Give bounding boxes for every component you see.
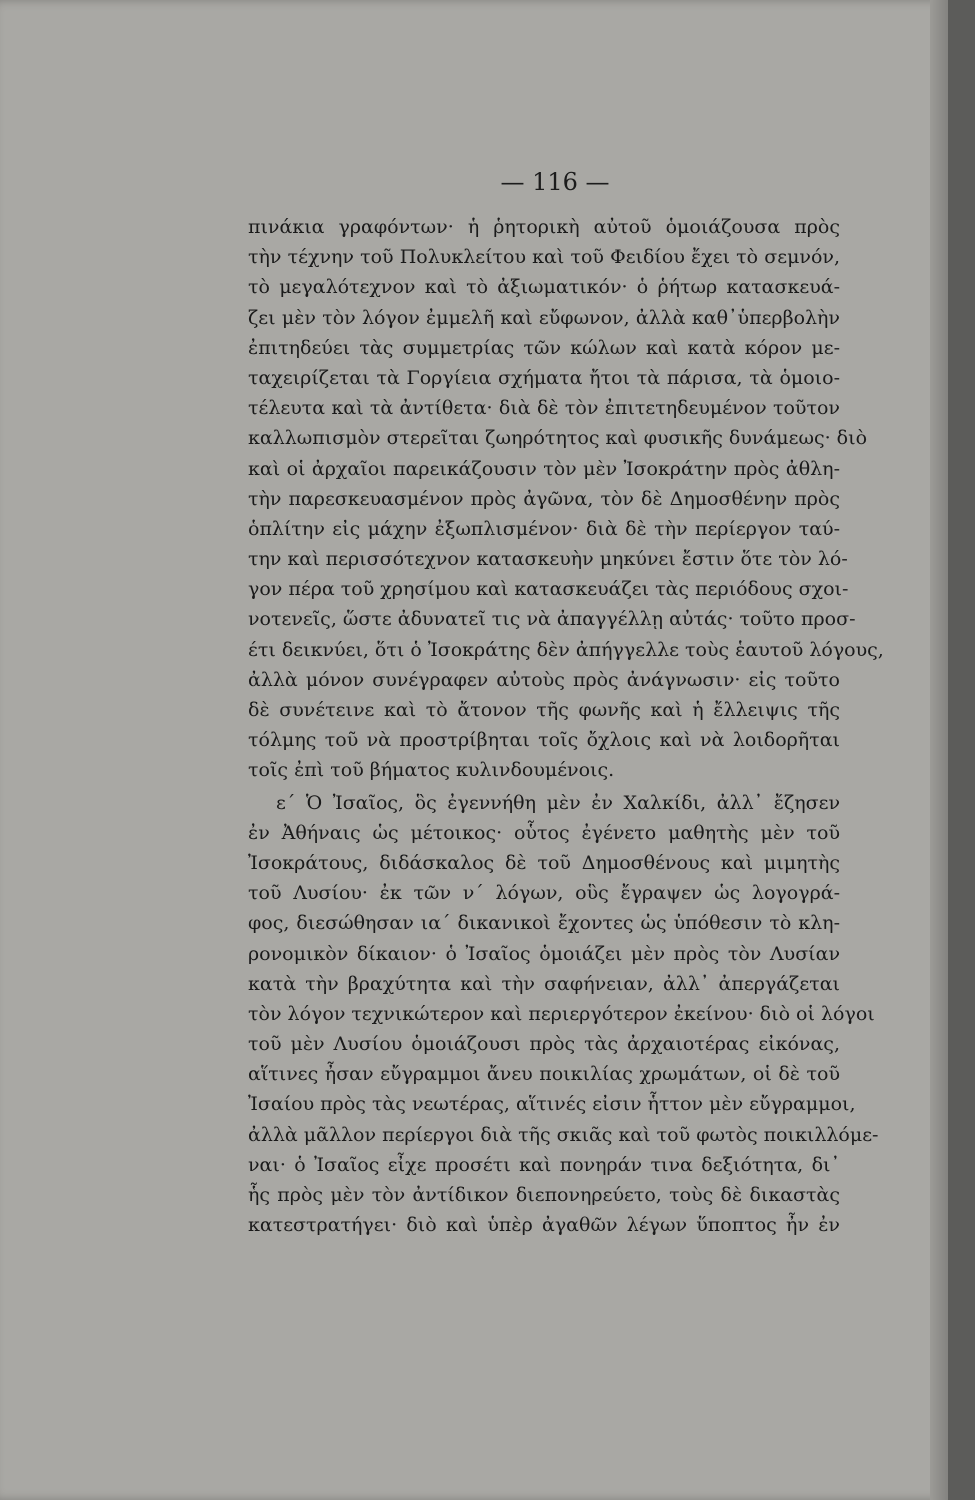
text-line: τοῦ μὲν Λυσίου ὁμοιάζουσι πρὸς τὰς ἀρχαιοτέρας εἰκόνας, — [248, 1033, 840, 1056]
text-line: ταχειρίζεται τὰ Γοργίεια σχήματα ἤτοι τὰ πάρισα, τὰ ὁμοιο- — [248, 366, 840, 389]
text-line: ἐπιτηδεύει τὰς συμμετρίας τῶν κώλων καὶ κατὰ κόρον με- — [248, 336, 840, 359]
text-line: αἵτινες ἦσαν εὔγραμμοι ἄνευ ποικιλίας χρωμάτων, οἱ δὲ τοῦ — [248, 1063, 840, 1086]
text-line: κατὰ τὴν βραχύτητα καὶ τὴν σαφήνειαν, ἀλλ᾽ ἀπεργάζεται — [248, 972, 840, 995]
text-line: τὸν λόγον τεχνικώτερον καὶ περιεργότερον ἐκείνου· διὸ οἱ λόγοι — [248, 1002, 875, 1025]
text-line: την καὶ περισσότεχνον κατασκευὴν μηκύνει ἔστιν ὅτε τὸν λό- — [248, 548, 848, 571]
text-line: τοῦ Λυσίου· ἐκ τῶν ν΄ λόγων, οὓς ἔγραψεν ὡς λογογρά- — [248, 882, 840, 905]
text-line: έτι δεικνύει, ὅτι ὁ Ἰσοκράτης δὲν ἀπήγγελλε τοὺς ἑαυτοῦ λόγους, — [248, 638, 884, 661]
text-line: τέλευτα καὶ τὰ ἀντίθετα· διὰ δὲ τὸν ἐπιτετηδευμένον τοῦτον — [248, 397, 840, 420]
text-line: ἀλλὰ μᾶλλον περίεργοι διὰ τῆς σκιᾶς καὶ τοῦ φωτὸς ποικιλλόμε- — [248, 1123, 879, 1146]
text-line: τόλμης τοῦ νὰ προστρίβηται τοῖς ὄχλοις καὶ νὰ λοιδορῆται — [248, 729, 840, 752]
text-line: γον πέρα τοῦ χρησίμου καὶ κατασκευάζει τὰς περιόδους σχοι- — [248, 578, 849, 601]
text-line: ναι· ὁ Ἰσαῖος εἶχε προσέτι καὶ πονηράν τινα δεξιότητα, δι᾽ — [248, 1153, 840, 1176]
paragraph-isaeus — [248, 788, 879, 1241]
text-line: τὴν παρεσκευασμένον πρὸς ἀγῶνα, τὸν δὲ Δημοσθένην πρὸς — [248, 487, 840, 510]
text-line: ἧς πρὸς μὲν τὸν ἀντίδικον διεπονηρεύετο, τοὺς δὲ δικαστὰς — [248, 1184, 840, 1206]
text-line: νοτενεῖς, ὥστε ἀδυνατεῖ τις νὰ ἀπαγγέλλῃ αὐτάς· τοῦτο προσ- — [248, 608, 856, 631]
text-line: Ἰσαίου πρὸς τὰς νεωτέρας, αἵτινές εἰσιν ἧττον μὲν εὔγραμμοι, — [248, 1093, 856, 1116]
text-line: Ἰσοκράτους, διδάσκαλος δὲ τοῦ Δημοσθένους καὶ μιμητὴς — [248, 851, 840, 874]
paragraph-isocrates — [248, 212, 884, 786]
text-line: ρονομικὸν δίκαιον· ὁ Ἰσαῖος ὁμοιάζει μὲν πρὸς τὸν Λυσίαν — [248, 942, 840, 965]
page-number: — 116 — — [500, 168, 610, 196]
text-line: καλλωπισμὸν στερεῖται ζωηρότητος καὶ φυσικῆς δυνάμεως· διὸ — [248, 427, 868, 450]
text-line: ἐν Ἀθήναις ὡς μέτοικος· οὗτος ἐγένετο μαθητὴς μὲν τοῦ — [248, 821, 840, 844]
text-line: ζει μὲν τὸν λόγον ἐμμελῆ καὶ εὔφωνον, ἀλλὰ καθ᾽ὑπερβολὴν — [248, 306, 840, 329]
body-text — [248, 212, 884, 1240]
text-line: δὲ συνέτεινε καὶ τὸ ἄτονον τῆς φωνῆς καὶ ἡ ἔλλειψις τῆς — [248, 699, 840, 721]
text-line: ὁπλίτην εἰς μάχην ἐξωπλισμένον· διὰ δὲ τὴν περίεργον ταύ- — [248, 517, 840, 540]
text-line: τὴν τέχνην τοῦ Πολυκλείτου καὶ τοῦ Φειδίου ἔχει τὸ σεμνόν, — [248, 246, 840, 269]
text-line: τοῖς ἐπὶ τοῦ βήματος κυλινδουμένοις. — [248, 759, 615, 782]
text-line: κατεστρατήγει· διὸ καὶ ὑπὲρ ἀγαθῶν λέγων ὕποπτος ἦν ἐν — [248, 1214, 840, 1237]
text-line: φος, διεσώθησαν ια΄ δικανικοὶ ἔχοντες ὡς ὑπόθεσιν τὸ κλη- — [248, 912, 840, 935]
text-line: ἀλλὰ μόνον συνέγραφεν αὐτοὺς πρὸς ἀνάγνωσιν· εἰς τοῦτο — [248, 668, 840, 691]
page-edge-shadow — [930, 0, 948, 1500]
text-line: τὸ μεγαλότεχνον καὶ τὸ ἀξιωματικόν· ὁ ῥήτωρ κατασκευά- — [248, 276, 840, 299]
text-line: καὶ οἱ ἀρχαῖοι παρεικάζουσιν τὸν μὲν Ἰσοκράτην πρὸς ἀθλη- — [248, 457, 840, 480]
text-line: πινάκια γραφόντων· ἡ ῥητορικὴ αὐτοῦ ὁμοιάζουσα πρὸς — [248, 216, 840, 238]
text-line: ε΄ Ὁ Ἰσαῖος, ὃς ἐγεννήθη μὲν ἐν Χαλκίδι, ἀλλ᾽ ἔζησεν — [276, 791, 840, 814]
